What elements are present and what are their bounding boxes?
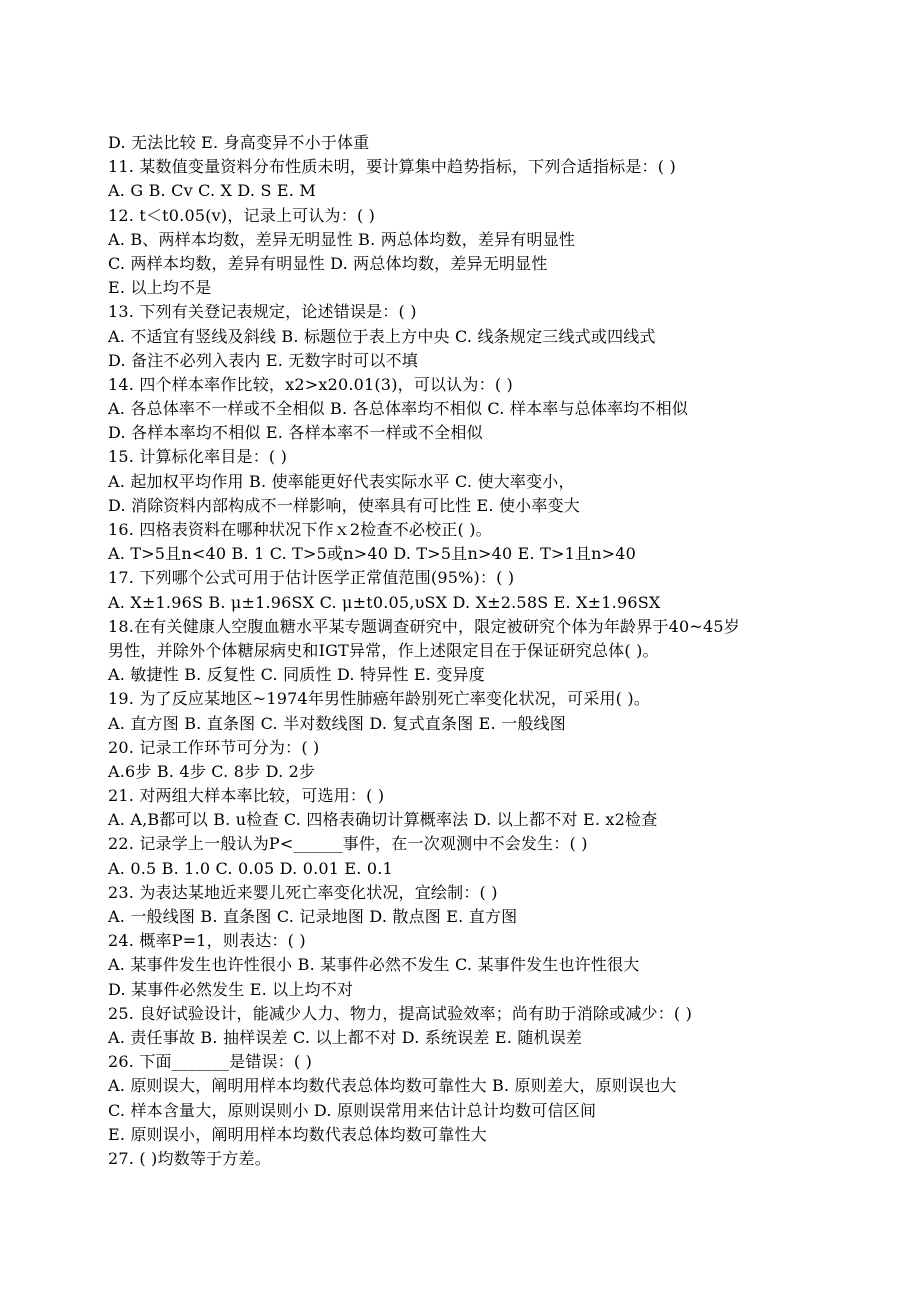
text-line: 19. 为了反应某地区~1974年男性肺癌年龄别死亡率变化状况，可采用( )。 xyxy=(108,689,651,709)
text-line: 16. 四格表资料在哪种状况下作ｘ2检查不必校正( )。 xyxy=(108,520,492,539)
text-line: A. A,B都可以 B. u检查 C. 四格表确切计算概率法 D. 以上都不对 E. x2检查 xyxy=(108,810,658,830)
text-line: A. 不适宜有竖线及斜线 B. 标题位于表上方中央 C. 线条规定三线式或四线式 xyxy=(108,326,656,346)
text-line: D. 备注不必列入表内 E. 无数字时可以不填 xyxy=(108,350,418,370)
text-line: 27. ( )均数等于方差。 xyxy=(108,1148,271,1168)
text-line: 13. 下列有关登记表规定，论述错误是：( ) xyxy=(108,302,417,322)
text-line: D. 无法比较 E. 身高变异不小于体重 xyxy=(108,133,370,152)
text-line: 21. 对两组大样本率比较，可选用：( ) xyxy=(108,786,385,806)
text-line: A. B、两样本均数，差异无明显性 B. 两总体均数，差异有明显性 xyxy=(108,229,576,249)
text-line: 25. 良好试验设计，能减少人力、物力，提高试验效率；尚有助于消除或减少：( ) xyxy=(108,1003,693,1023)
text-line: D. 某事件必然发生 E. 以上均不对 xyxy=(108,979,354,999)
text-line: 22. 记录学上一般认为P<______事件，在一次观测中不会发生：( ) xyxy=(108,834,588,854)
text-line: A. 责任事故 B. 抽样误差 C. 以上都不对 D. 系统误差 E. 随机误差 xyxy=(108,1027,583,1047)
text-line: A. 各总体率不一样或不全相似 B. 各总体率均不相似 C. 样本率与总体率均不相似 xyxy=(108,399,689,419)
text-line: 17. 下列哪个公式可用于估计医学正常值范围(95%)：( ) xyxy=(108,568,515,588)
text-line: 18.在有关健康人空腹血糖水平某专题调查研究中，限定被研究个体为年龄界于40~45岁 xyxy=(108,616,740,636)
text-line: A. 直方图 B. 直条图 C. 半对数线图 D. 复式直条图 E. 一般线图 xyxy=(108,713,566,733)
text-line: A. 某事件发生也许性很小 B. 某事件必然不发生 C. 某事件发生也许性很大 xyxy=(108,955,640,975)
text-line: A. 0.5 B. 1.0 C. 0.05 D. 0.01 E. 0.1 xyxy=(108,858,393,878)
text-line: A. 敏捷性 B. 反复性 C. 同质性 D. 特异性 E. 变异度 xyxy=(108,665,485,685)
text-line: 26. 下面_______是错误：( ) xyxy=(108,1052,313,1072)
text-line: C. 两样本均数，差异有明显性 D. 两总体均数，差异无明显性 xyxy=(108,253,548,273)
text-line: 12. t＜t0.05(v)，记录上可认为：( ) xyxy=(108,205,376,225)
text-line: A. X±1.96S B. μ±1.96SX C. μ±t0.05,υSX D. X±2.58S E. X±1.96SX xyxy=(108,592,661,612)
text-line: 11. 某数值变量资料分布性质未明，要计算集中趋势指标，下列合适指标是：( ) xyxy=(108,157,676,177)
text-line: D. 各样本率均不相似 E. 各样本率不一样或不全相似 xyxy=(108,423,483,443)
text-line: A. 一般线图 B. 直条图 C. 记录地图 D. 散点图 E. 直方图 xyxy=(108,907,518,926)
text-line: A. G B. Cv C. X D. S E. M xyxy=(108,181,316,201)
text-line: 20. 记录工作环节可分为：( ) xyxy=(108,737,320,757)
text-line: A. T>5且n<40 B. 1 C. T>5或n>40 D. T>5且n>40 E. T>1且n>40 xyxy=(108,544,637,564)
text-line: 14. 四个样本率作比较，x2>x20.01(3)，可以认为：( ) xyxy=(108,374,514,394)
text-line: D. 消除资料内部构成不一样影响，使率具有可比性 E. 使小率变大 xyxy=(108,495,580,515)
text-line: A.6步 B. 4步 C. 8步 D. 2步 xyxy=(108,761,316,781)
text-line: E. 以上均不是 xyxy=(108,278,212,298)
text-line: A. 原则误大，阐明用样本均数代表总体均数可靠性大 B. 原则差大，原则误也大 xyxy=(108,1076,677,1096)
text-line: 23. 为表达某地近来婴儿死亡率变化状况，宜绘制：( ) xyxy=(108,882,498,902)
text-line: A. 起加权平均作用 B. 使率能更好代表实际水平 C. 使大率变小， xyxy=(108,471,575,491)
text-line: E. 原则误小，阐明用样本均数代表总体均数可靠性大 xyxy=(108,1124,487,1144)
text-line: C. 样本含量大，原则误则小 D. 原则误常用来估计总计均数可信区间 xyxy=(108,1100,597,1120)
text-line: 24. 概率P=1，则表达：( ) xyxy=(108,931,306,951)
text-line: 男性，并除外个体糖尿病史和IGT异常，作上述限定目在于保证研究总体( )。 xyxy=(108,640,659,660)
question-text-block xyxy=(108,131,898,1171)
text-line: 15. 计算标化率目是：( ) xyxy=(108,447,288,467)
